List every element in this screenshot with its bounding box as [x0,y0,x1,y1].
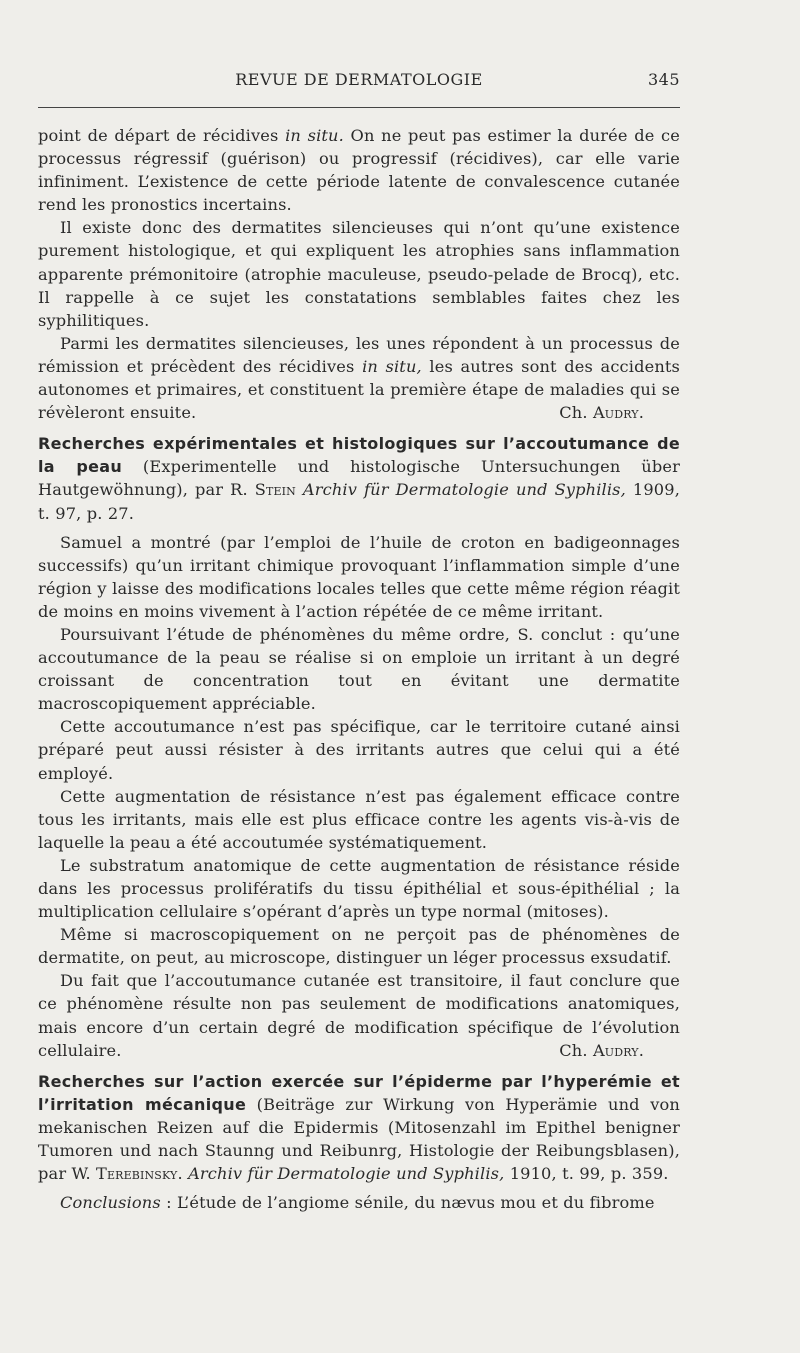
header-rule [38,107,680,108]
author-name: Stein [254,480,296,500]
paragraph: Même si macroscopiquement on ne perçoit pas de phénomènes de dermatite, on peut, au microscope, distinguer un léger processus exsudatif. [38,925,680,968]
author-name: Terebinsky. [96,1164,183,1184]
paragraph: Il existe donc des dermatites silencieuses qui n’ont qu’une existence purement histologique, et qui expliquent les atrophies sans inflammation apparente prémonitoire (atrophie maculeuse, pseudo-pelade de Brocq), etc. Il rappelle à ce sujet les constatations semblables faites chez les syphilitiques. [38,218,680,330]
paragraph: Le substratum anatomique de cette augmentation de résistance réside dans les processus prolifératifs du tissu épithélial et sous-épithélial ; la multiplication cellulaire s’opérant d’après un type normal (mitoses). [38,855,680,922]
journal-name: Archiv für Dermatologie und Syphilis, [302,480,626,500]
article-heading: Recherches sur l’action exercée sur l’épiderme par l’hyperémie et l’irritation mécanique (Beiträge zur Wirkung von Hyperämie und von mekanischen Reizen auf die Epidermis (Mitosenzahl im Epithel benigner Tumoren und nach Staunng und Reibunrg, Histologie der Reibungsblasen), par W. Terebinsky. Archiv für Dermatologie und Syphilis, 1910, t. 99, p. 359. [38,1071,680,1184]
paragraph: Parmi les dermatites silencieuses, les unes répondent à un processus de rémission et précèdent des récidives in situ, les autres sont des accidents autonomes et primaires, et constituent la première étape de maladies qui se révèleront ensuite. Ch. Audry. [38,332,680,424]
journal-title: REVUE DE DERMATOLOGIE [235,70,483,89]
article-title: Recherches sur l’action exercée sur l’épiderme par l’hyperémie et l’irritation mécanique [38,1071,680,1114]
review-signature: Ch. Audry. [559,1040,644,1060]
page-number: 345 [647,70,680,89]
paragraph: point de départ de récidives in situ. On ne peut pas estimer la durée de ce processus régressif (guérison) ou progressif (récidives), car elle varie infiniment. L’existence de cette période latente de convalescence cutanée rend les pronostics incertains. [38,126,680,215]
paragraph: Cette augmentation de résistance n’est pas également efficace contre tous les irritants, mais elle est plus efficace contre les agents vis-à-vis de laquelle la peau a été accoutumée systématiquement. [38,786,680,852]
paragraph: Poursuivant l’étude de phénomènes du même ordre, S. conclut : qu’une accoutumance de la peau se réalise si on emploie un irritant à un degré croissant de concentration tout en évitant une dermatite macroscopiquement appréciable. [38,624,680,714]
running-header [38,70,680,96]
paragraph: Conclusions : L’étude de l’angiome sénile, du nævus mou et du fibrome [60,1193,655,1213]
page-body [38,124,680,1214]
article-heading: Recherches expérimentales et histologiques sur l’accoutumance de la peau (Experimentelle und histologische Untersuchungen über Hautgewöhnung), par R. Stein Archiv für Dermatologie und Syphilis, 1909, t. 97, p. 27. [38,434,680,523]
paragraph: Samuel a montré (par l’emploi de l’huile de croton en badigeonnages successifs) qu’un irritant chimique provoquant l’inflammation simple d’une région y laisse des modifications locales telles que cette même région réagit de moins en moins vivement à l’action répétée de ce même irritant. [38,532,680,621]
paragraph: Cette accoutumance n’est pas spécifique, car le territoire cutané ainsi préparé peut aussi résister à des irritants autres que celui qui a été employé. [38,717,680,783]
article-title: Recherches expérimentales et histologiques sur l’accoutumance de la peau [38,434,680,477]
journal-name: Archiv für Dermatologie und Syphilis, [188,1164,505,1184]
conclusions-label: Conclusions [60,1193,161,1213]
review-signature: Ch. Audry. [559,403,644,423]
paragraph: Du fait que l’accoutumance cutanée est transitoire, il faut conclure que ce phénomène résulte non pas seulement de modifications anatomiques, mais encore d’un certain degré de modification spécifique de l’évolution cellulaire. Ch. Audry. [38,969,680,1061]
